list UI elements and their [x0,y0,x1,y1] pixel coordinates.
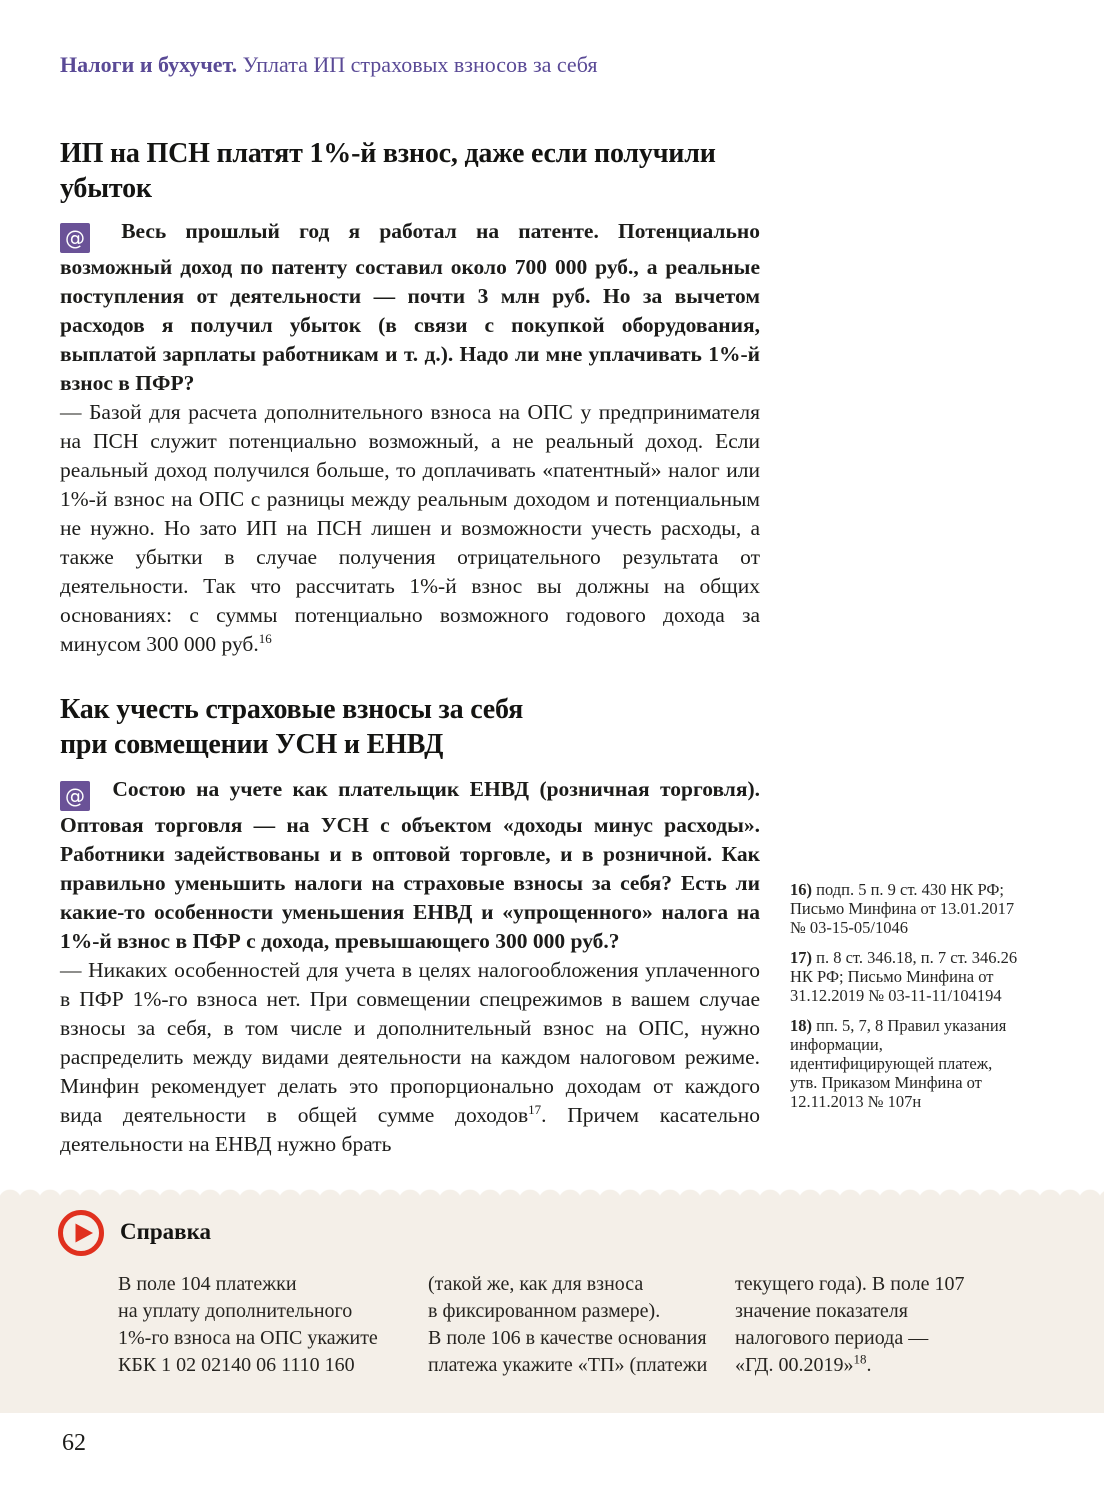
answer-1-text: — Базой для расчета дополнительного взноса на ОПС у предпринимателя на ПСН служит потенциально возможный, а не реальный доход. Если реальный доход получился больше, то доплачивать «патентный» налог или 1%-й взнос на ОПС с разницы между реальным доходом и потенциальным не нужно. Но зато ИП на ПСН лишен и возможности учесть расходы, а также убытки в случае получения отрицательного результата от деятельности. Так что рассчитать 1%-й взнос вы должны на общих основаниях: с суммы потенциально возможного годового дохода за минусом 300 000 руб. [60,400,760,656]
rubric-label: Налоги и бухучет. [60,52,238,77]
running-head [60,52,597,78]
footnote-number: 16) [790,880,812,899]
reference-title: Справка [120,1219,211,1244]
reference-column-1 [118,1271,418,1379]
reference-line: платежа укажите «ТП» (платежи [428,1354,708,1376]
answer-paragraph-2 [60,956,760,1159]
reference-line: значение показателя [735,1300,908,1322]
reference-line: В поле 104 платежки [118,1273,297,1295]
footnote-18 [790,1016,1022,1111]
reference-line: (такой же, как для взноса [428,1273,644,1295]
footnote-ref-16: 16 [258,630,272,646]
reference-line-text: «ГД. 00.2019» [735,1354,854,1376]
footnote-17 [790,948,1022,1005]
question-paragraph-1 [60,217,760,398]
reference-line: на уплату дополнительного [118,1300,353,1322]
reference-line: налогового периода — [735,1327,929,1349]
footnote-16 [790,880,1022,937]
answer-paragraph-1 [60,398,760,659]
reference-line: В поле 106 в качестве основания [428,1327,707,1349]
article-body [60,136,760,1159]
reference-box [0,1186,1104,1413]
heading-line: Как учесть страховые взносы за себя [60,694,524,725]
reference-line: 1%-го взноса на ОПС укажите [118,1327,378,1349]
footnote-number: 17) [790,948,812,967]
reference-column-2 [428,1271,728,1379]
answer-2-text-part1: — Никаких особенностей для учета в целях налогообложения уплаченного в ПФР 1%-го взноса нет. При совмещении спецрежимов в вашем случае взносы за себя, в том числе и дополнительный взнос на ОПС, нужно распределить между видами деятельности на каждом налоговом режиме. Минфин рекомендует делать это пропорционально доходам от каждого вида деятельности в общей сумме доходов [60,958,760,1127]
footnote-text: п. 8 ст. 346.18, п. 7 ст. 346.26 НК РФ; Письмо Минфина от 31.12.2019 № 03-11-11/104194 [790,948,1018,1005]
footnote-number: 18) [790,1016,812,1035]
at-glyph: @ [65,784,85,808]
section-heading-usn-envd [60,692,760,762]
page-number: 62 [62,1430,86,1456]
reference-line: текущего года). В поле 107 [735,1273,965,1295]
heading-line: ИП на ПСН платят 1%-й взнос, даже если получили [60,138,716,169]
section-heading-psn [60,136,760,206]
heading-line: при совмещении УСН и ЕНВД [60,729,444,760]
footnote-ref-18: 18 [853,1351,867,1367]
footnote-text: пп. 5, 7, 8 Правил указания информации, идентифицирующей платеж, утв. Приказом Минфина от 12.11.2013 № 107н [790,1016,1007,1111]
footnote-text: подп. 5 п. 9 ст. 430 НК РФ; Письмо Минфина от 13.01.2017 № 03-15-05/1046 [790,880,1015,937]
article-topic-label: Уплата ИП страховых взносов за себя [237,52,598,77]
reader-question-at-icon [60,223,90,253]
question-2-text: Состою на учете как плательщик ЕНВД (розничная торговля). Оптовая торговля — на УСН с объектом «доходы минус расходы». Работники задействованы и в оптовой торговле, и в розничной. Как правильно уменьшить налоги на страховые взносы за себя? Есть ли какие-то особенности уменьшения ЕНВД и «упрощенного» налога на 1%-й взнос в ПФР с дохода, превышающего 300 000 руб.? [60,777,761,953]
footnote-ref-17: 17 [528,1101,542,1117]
scalloped-edge [0,1186,1104,1199]
heading-line: убыток [60,173,152,204]
play-icon [57,1209,105,1257]
footnotes-sidebar [790,880,1022,1122]
question-paragraph-2 [60,775,760,956]
reference-column-3 [735,1271,995,1379]
reference-line: КБК 1 02 02140 06 1110 160 [118,1354,355,1376]
reference-line: в фиксированном размере). [428,1300,661,1322]
at-glyph: @ [65,226,85,250]
question-1-text: Весь прошлый год я работал на патенте. Потенциально возможный доход по патенту составил около 700 000 руб., а реальные поступления от деятельности — почти 3 млн руб. Но за вычетом расходов я получил убыток (в связи с покупкой оборудования, выплатой зарплаты работникам и т. д.). Надо ли мне уплачивать 1%-й взнос в ПФР? [60,219,760,395]
reference-line-tail: . [866,1354,872,1376]
reader-question-at-icon [60,781,90,811]
answer-2-text-part2: . Причем касательно деятельности на ЕНВД нужно брать [60,1103,760,1156]
reference-last-line [735,1352,995,1379]
